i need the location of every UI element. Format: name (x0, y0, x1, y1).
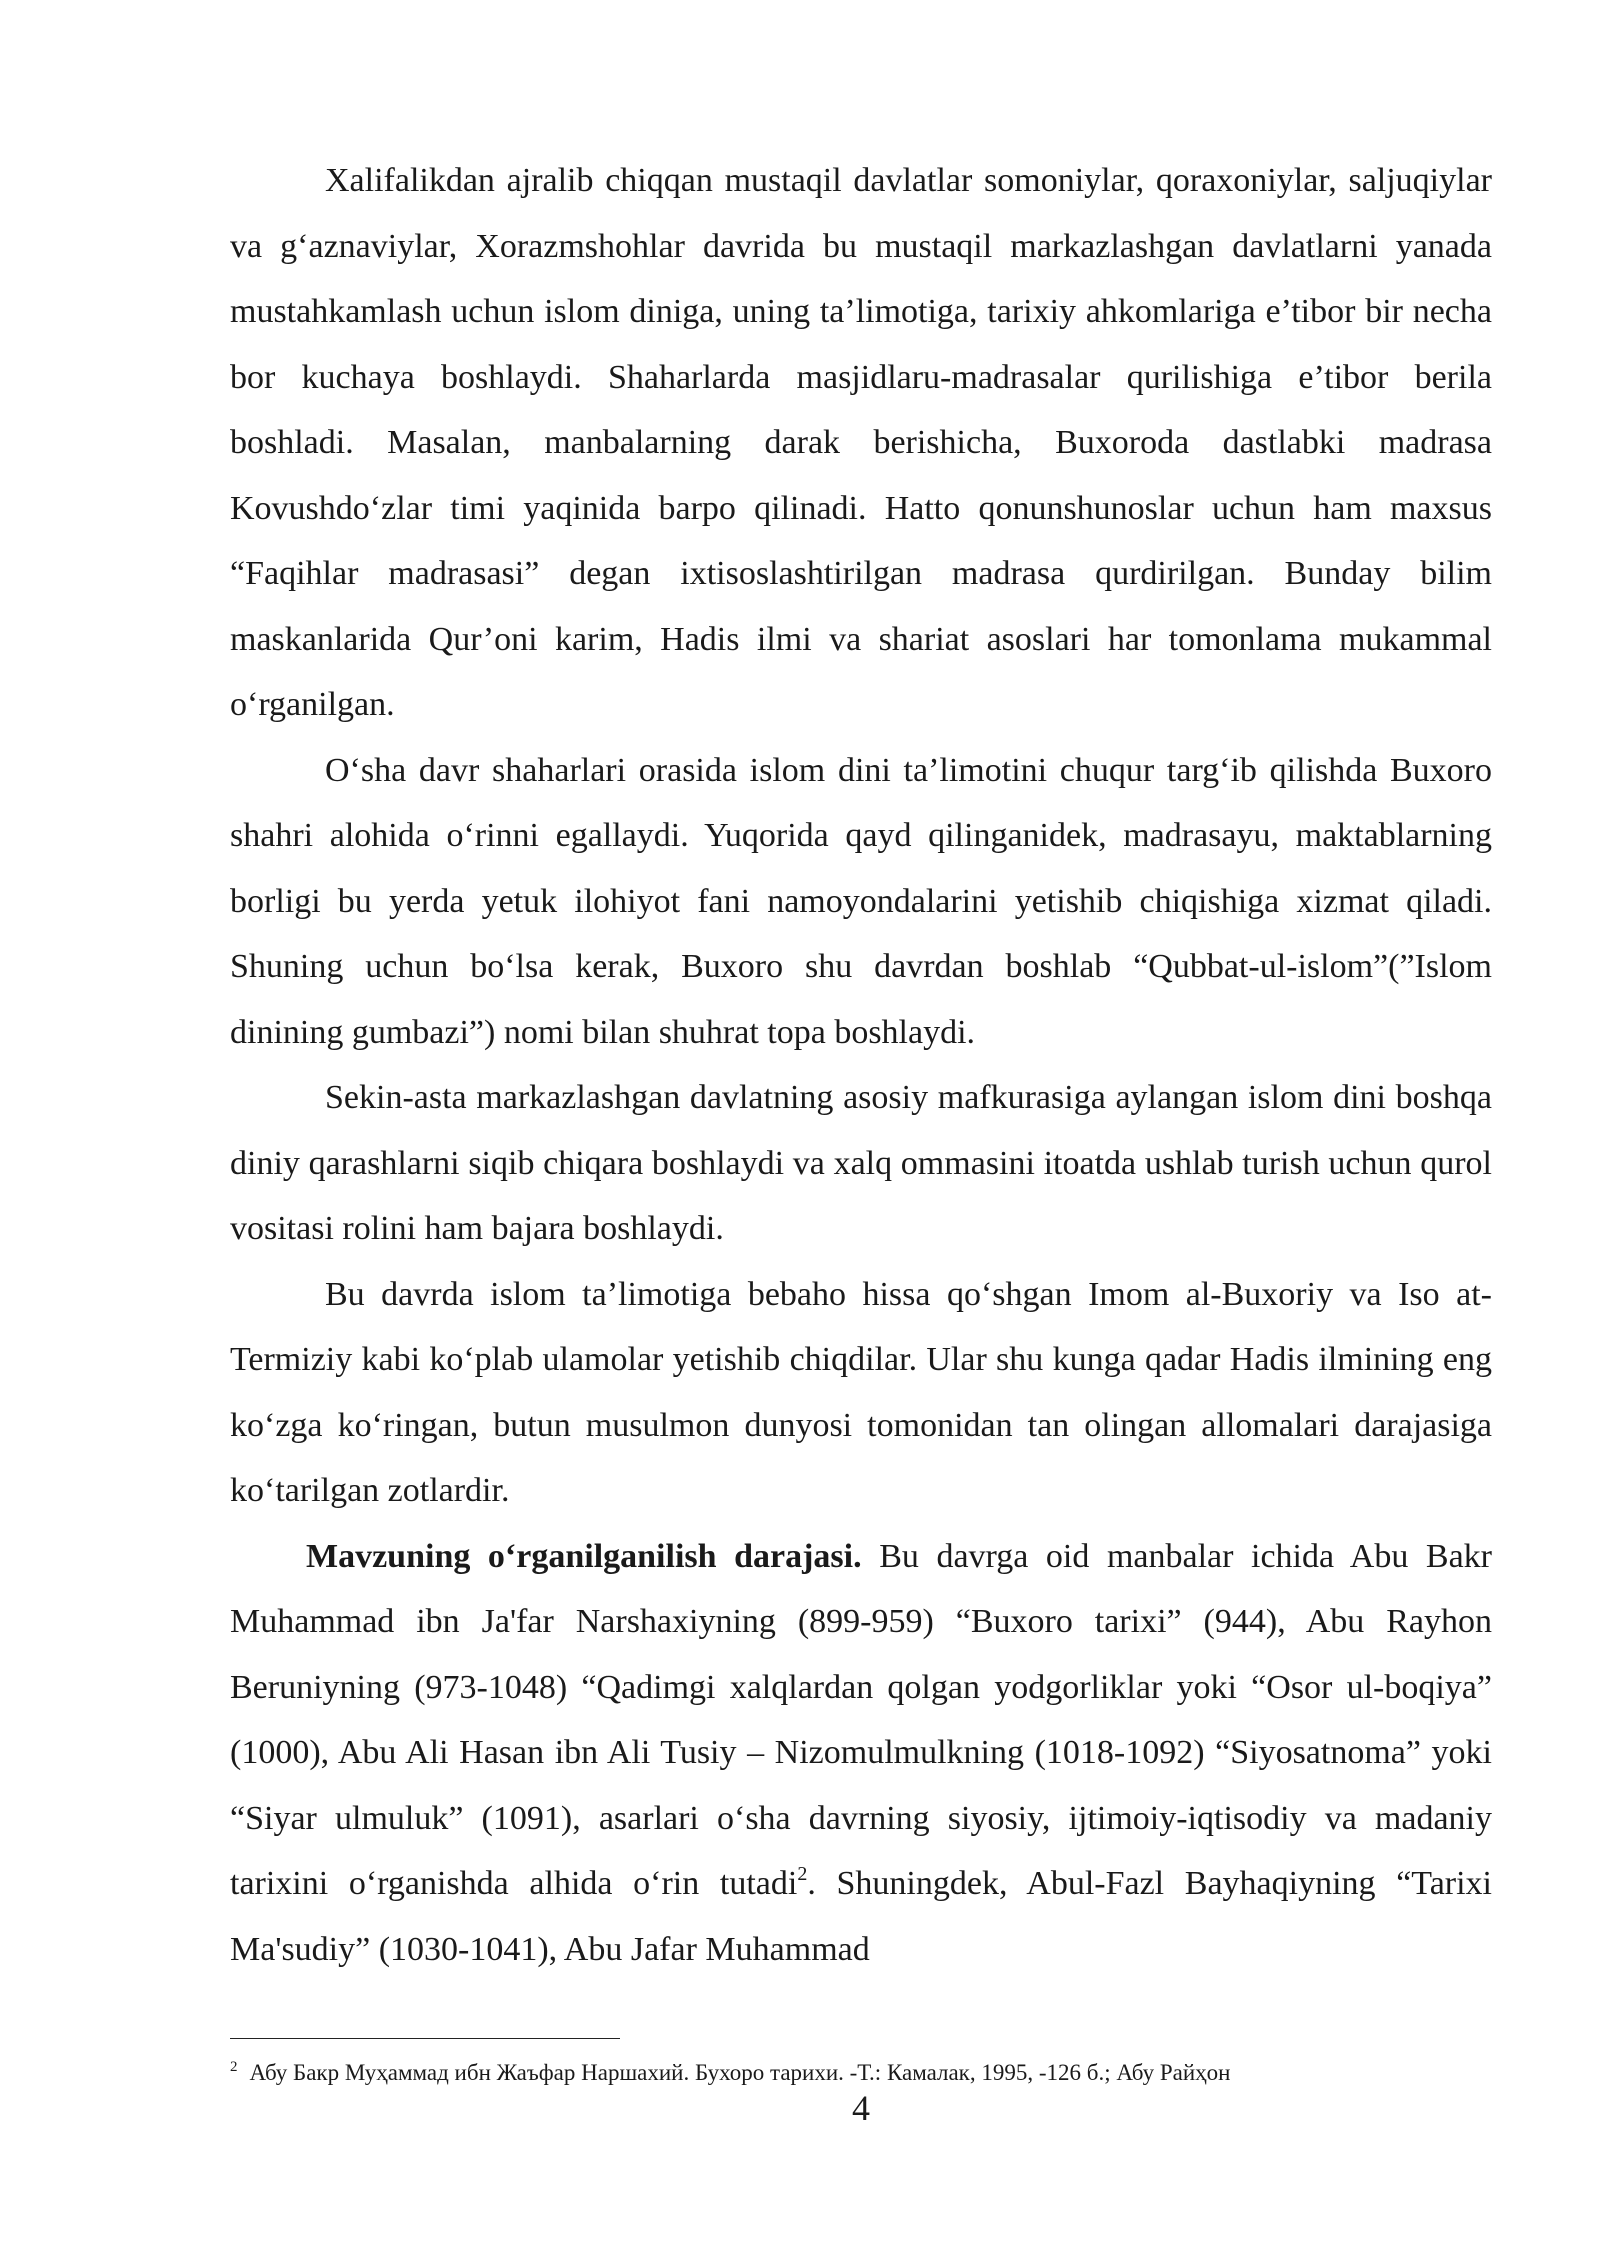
paragraph: Xalifalikdan ajralib chiqqan mustaqil davlatlar somoniylar, qoraxoniylar, saljuqiylar va g‘aznaviylar, Xorazmshohlar davrida bu mustaqil markazlashgan davlatlarni yanada mustahkamlash uchun islom diniga, uning ta’limotiga, tarixiy ahkomlariga e’tibor bir necha bor kuchaya boshlaydi. Shaharlarda masjidlaru-madrasalar qurilishiga e’tibor berila boshladi. Masalan, manbalarning darak berishicha, Buxoroda dastlabki madrasa Kovushdo‘zlar timi yaqinida barpo qilinadi. Hatto qonunshunoslar uchun ham maxsus “Faqihlar madrasasi” degan ixtisoslashtirilgan madrasa qurdirilgan. Bunday bilim maskanlarida Qur’oni karim, Hadis ilmi va shariat asoslari har tomonlama mukammal o‘rganilgan. (230, 162, 1492, 723)
footnote-reference[interactable]: 2 (797, 1863, 808, 1885)
document-body (230, 148, 1492, 1982)
paragraph: O‘sha davr shaharlari orasida islom dini ta’limotini chuqur targ‘ib qilishda Buxoro shahri alohida o‘rinni egallaydi. Yuqorida qayd qilinganidek, madrasayu, maktablarning borligi bu yerda yetuk ilohiyot fani namoyondalarini yetishib chiqishiga xizmat qiladi. Shuning uchun bo‘lsa kerak, Buxoro shu davrdan boshlab “Qubbat-ul-islom”(”Islom dinining gumbazi”) nomi bilan shuhrat topa boshlaydi. (230, 751, 1492, 1051)
footnote-separator (230, 2038, 620, 2039)
paragraph-text: Bu davrga oid manbalar ichida Abu Bakr Muhammad ibn Ja'far Narshaxiyning (899-959) “Buxoro tarixi” (944), Abu Rayhon Beruniyning (973-1048) “Qadimgi xalqlardan qolgan yodgorliklar yoki “Osor ul-boqiya” (1000), Abu Ali Hasan ibn Ali Tusiy – Nizomulmulkning (1018-1092) “Siyosatnoma” yoki “Siyar ulmuluk” (1091), asarlari o‘sha davrning siyosiy, ijtimoiy-iqtisodiy va madaniy tarixini o‘rganishda alhida o‘rin tutadi (230, 1537, 1493, 1902)
section-heading: Mavzuning o‘rganilganilish darajasi. (306, 1537, 862, 1575)
paragraph: Bu davrda islom ta’limotiga bebaho hissa qo‘shgan Imom al-Buxoriy va Iso at-Termiziy kabi ko‘plab ulamolar yetishib chiqdilar. Ular shu kunga qadar Hadis ilmining eng ko‘zga ko‘ringan, butun musulmon dunyosi tomonidan tan olingan allomalari darajasiga ko‘tarilgan zotlardir. (230, 1275, 1492, 1509)
footnote-marker: 2 (230, 2059, 238, 2075)
page-number: 4 (852, 2088, 870, 2128)
paragraph-text: . Shuningdek, Abul-Fazl Bayhaqiyning “Tarixi Ma'sudiy” (1030-1041), Abu Jafar Muhammad (230, 1865, 1492, 1968)
paragraph-study-level (230, 1524, 1492, 1983)
paragraph: Sekin-asta markazlashgan davlatning asosiy mafkurasiga aylangan islom dini boshqa diniy qarashlarni siqib chiqara boshlaydi va xalq ommasini itoatda ushlab turish uchun qurol vositasi rolini ham bajara boshlaydi. (230, 1079, 1492, 1247)
footnote-text: Абу Бакр Муҳаммад ибн Жаъфар Наршахий. Бухоро тарихи. -Т.: Камалак, 1995, -126 б.; Абу Райҳон (249, 2060, 1231, 2085)
